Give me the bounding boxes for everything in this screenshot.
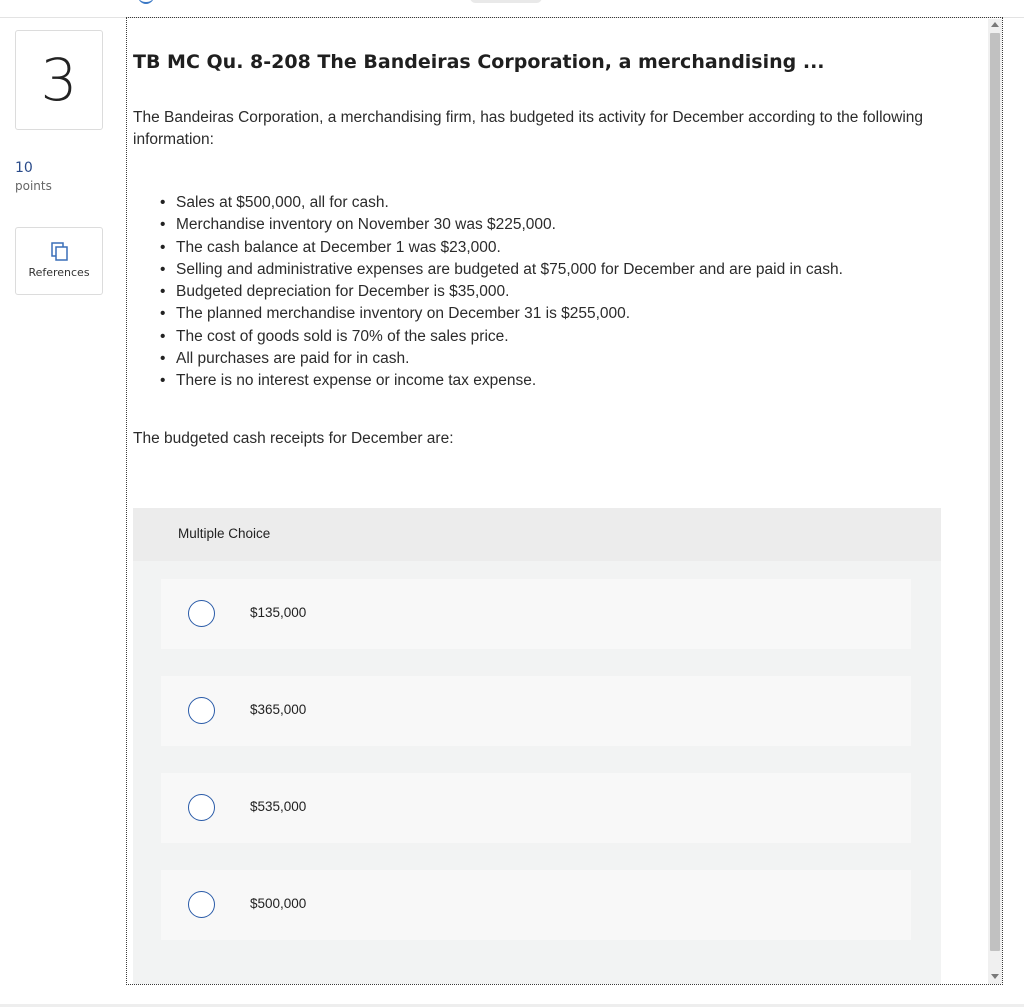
scroll-down-arrow-icon[interactable] [991,974,999,979]
radio-unselected-icon[interactable] [188,794,215,821]
choice-label: $535,000 [250,799,307,814]
scrollbar[interactable] [988,19,1002,984]
references-label: References [28,266,90,279]
facts-list [148,192,976,393]
list-item: • There is no interest expense or income tax expense. [176,370,976,392]
scroll-up-arrow-icon[interactable] [991,22,999,27]
copy-pages-icon [51,242,69,262]
list-item: • Budgeted depreciation for December is $35,000. [176,281,976,303]
references-button[interactable] [15,227,103,295]
multiple-choice-panel [133,508,941,984]
multiple-choice-title: Multiple Choice [178,526,271,541]
list-item: • Selling and administrative expenses are budgeted at $75,000 for December and are paid in cash. [176,259,976,281]
list-item: • All purchases are paid for in cash. [176,348,976,370]
choice-option-2[interactable] [161,676,911,746]
radio-unselected-icon[interactable] [188,697,215,724]
choice-label: $365,000 [250,702,307,717]
choice-option-4[interactable] [161,870,911,940]
radio-unselected-icon[interactable] [188,600,215,627]
list-item: • The cash balance at December 1 was $23,000. [176,237,976,259]
question-intro: The Bandeiras Corporation, a merchandising firm, has budgeted its activity for December according to the following information: [133,109,924,148]
scrollbar-thumb[interactable] [990,33,1000,951]
choice-label: $135,000 [250,605,307,620]
choice-label: $500,000 [250,896,307,911]
list-item: • The planned merchandise inventory on December 31 is $255,000. [176,303,976,325]
top-partial-icon [138,0,154,4]
question-prompt: The budgeted cash receipts for December are: [133,430,454,447]
choice-option-1[interactable] [161,579,911,649]
list-item: • Merchandise inventory on November 30 was $225,000. [176,214,976,236]
points-value: 10 [15,160,33,176]
question-number: 3 [15,30,103,130]
list-item: • Sales at $500,000, all for cash. [176,192,976,214]
radio-unselected-icon[interactable] [188,891,215,918]
multiple-choice-header [133,508,941,561]
list-item: • The cost of goods sold is 70% of the sales price. [176,326,976,348]
choice-option-3[interactable] [161,773,911,843]
question-title: TB MC Qu. 8-208 The Bandeiras Corporation, a merchandising ... [133,51,825,73]
points-label: points [15,179,52,193]
top-partial-control [470,0,542,3]
